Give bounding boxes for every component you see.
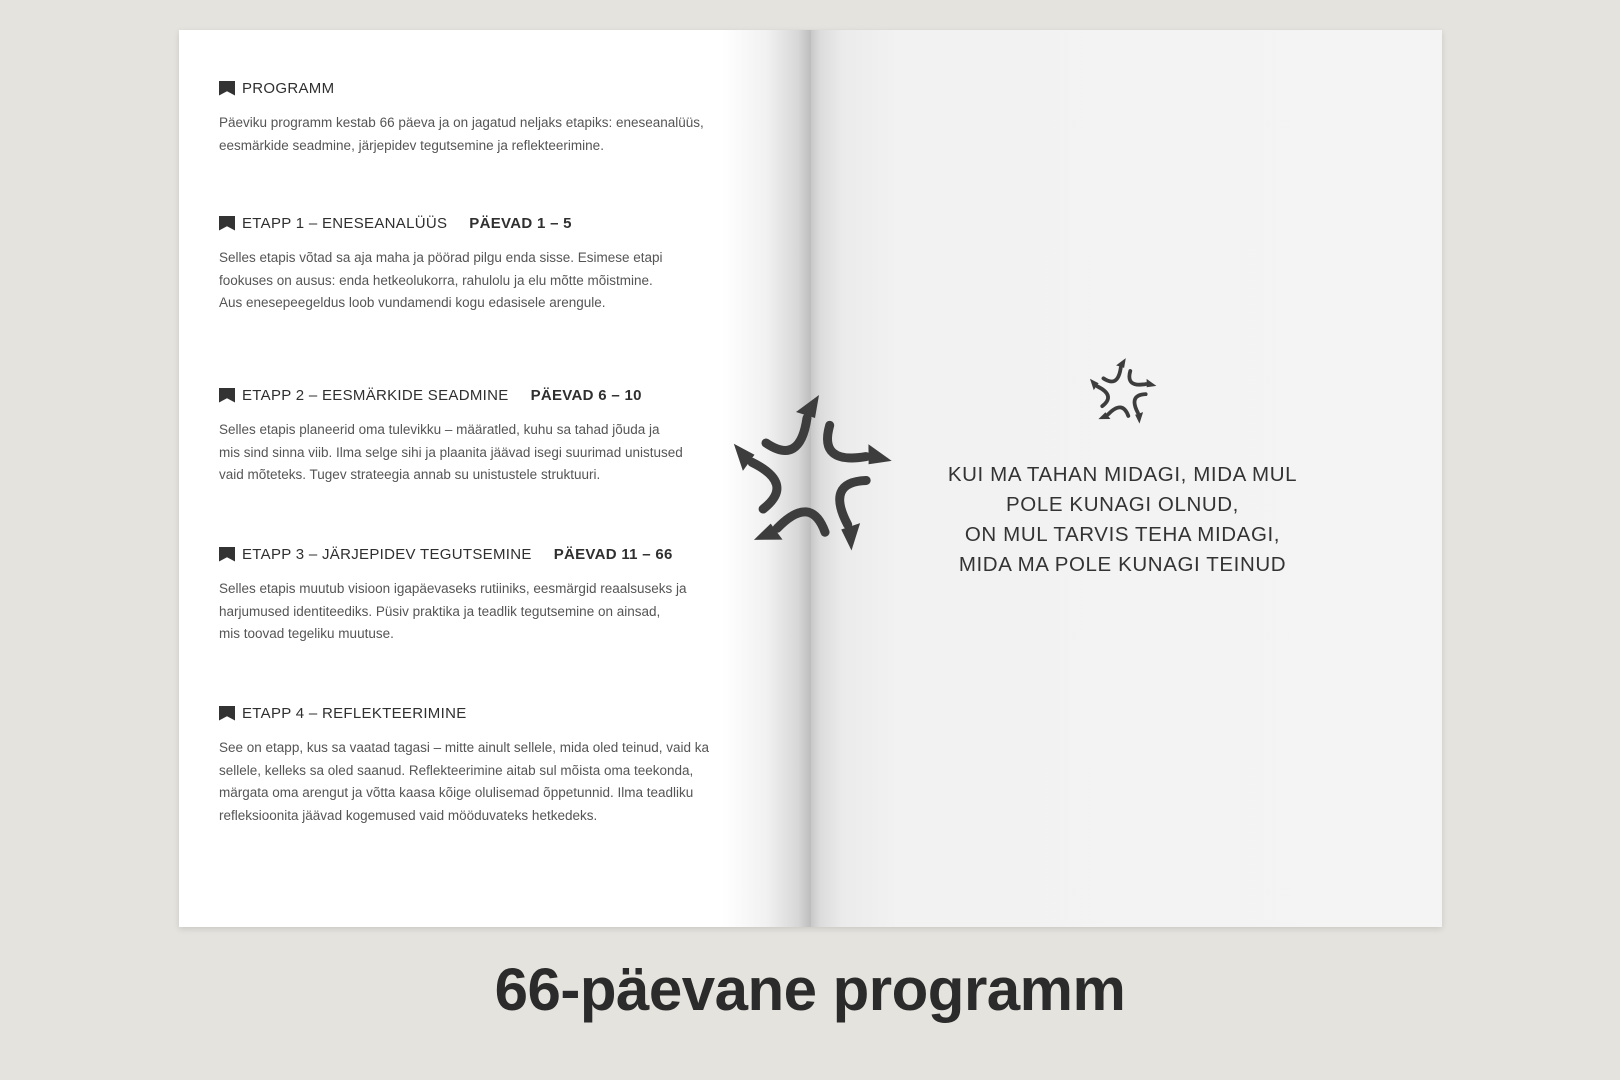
quote-line: MIDA MA POLE KUNAGI TEINUD [958, 553, 1287, 576]
section-days: PÄEVAD 1 – 5 [469, 214, 572, 232]
section-title: ETAPP 4 – REFLEKTEERIMINE [242, 704, 467, 722]
section-header [219, 385, 779, 405]
spiral-star-icon [715, 388, 905, 558]
quote [900, 460, 1345, 580]
bookmark-icon [219, 706, 235, 721]
quote-line: KUI MA TAHAN MIDAGI, MIDA MUL [947, 463, 1298, 486]
section-days: PÄEVAD 6 – 10 [530, 386, 642, 404]
bookmark-icon [219, 81, 235, 96]
section-body: Päeviku programm kestab 66 päeva ja on jagatud neljaks etapiks: eneseanalüüs, eesmärkide seadmine, järjepidev tegutsemine ja reflekteerimine. [219, 115, 704, 153]
section-etapp-4 [219, 703, 779, 827]
caption-title: 66-päevane programm [494, 956, 1126, 1023]
section-header [219, 213, 779, 233]
section-etapp-2 [219, 385, 779, 487]
section-body: Selles etapis võtad sa aja maha ja pöörad pilgu enda sisse. Esimese etapi fookuses on ausus: enda hetkeolukorra, rahulolu ja elu mõtte mõistmine. Aus enesepeegeldus loob vundamendi kogu edasisele arengule. [219, 250, 663, 310]
bookmark-icon [219, 388, 235, 403]
quote-line: POLE KUNAGI OLNUD, [1006, 493, 1239, 516]
section-title: ETAPP 3 – JÄRJEPIDEV TEGUTSEMINE [242, 545, 532, 563]
section-days: PÄEVAD 11 – 66 [553, 545, 673, 563]
bookmark-icon [219, 547, 235, 562]
section-header [219, 703, 779, 723]
small-spiral-star-icon [1082, 355, 1162, 427]
section-etapp-3 [219, 544, 779, 646]
section-etapp-1 [219, 213, 779, 315]
section-header [219, 544, 779, 564]
section-programm [219, 78, 779, 157]
section-body: Selles etapis muutub visioon igapäevaseks rutiiniks, eesmärgid reaalsuseks ja harjumused identiteediks. Püsiv praktika ja teadlik tegutsemine on ainsad, mis toovad tegeliku muutuse. [219, 581, 687, 641]
section-header [219, 78, 779, 98]
section-title: ETAPP 1 – ENESEANALÜÜS [242, 214, 448, 232]
section-body: Selles etapis planeerid oma tulevikku – määratled, kuhu sa tahad jõuda ja mis sind sinna viib. Ilma selge sihi ja plaanita jäävad isegi suurimad unistused vaid mõteteks. Tugev strateegia annab su unistustele struktuuri. [219, 422, 683, 482]
section-body: See on etapp, kus sa vaatad tagasi – mitte ainult sellele, mida oled teinud, vaid ka sellele, kelleks sa oled saanud. Reflekteerimine aitab sul mõista oma teekonda, märgata oma arengut ja võtta kaasa kõige olulisemad õppetunnid. Ilma teadliku refleksioonita jäävad kogemused vaid mööduvateks hetkedeks. [219, 740, 710, 823]
section-title: PROGRAMM [242, 79, 335, 97]
section-title: ETAPP 2 – EESMÄRKIDE SEADMINE [242, 386, 509, 404]
bookmark-icon [219, 216, 235, 231]
quote-line: ON MUL TARVIS TEHA MIDAGI, [964, 523, 1281, 546]
